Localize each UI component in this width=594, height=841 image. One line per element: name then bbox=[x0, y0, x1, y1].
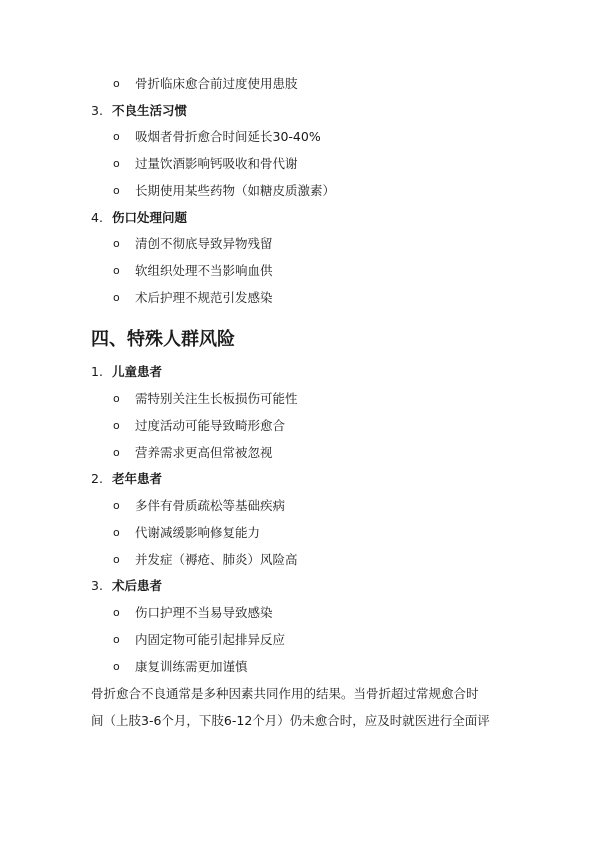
numbered-heading-title: 不良生活习惯 bbox=[112, 103, 188, 118]
list-item-text: 内固定物可能引起排异反应 bbox=[135, 632, 286, 647]
bullet-icon: o bbox=[113, 130, 120, 143]
bullet-icon: o bbox=[113, 264, 120, 277]
section-heading: 四、特殊人群风险 bbox=[91, 329, 235, 350]
bullet-icon: o bbox=[113, 184, 120, 197]
bullet-icon: o bbox=[113, 419, 120, 432]
bullet-icon: o bbox=[113, 291, 120, 304]
list-item-text: 伤口护理不当易导致感染 bbox=[135, 605, 273, 620]
numbered-heading-title: 术后患者 bbox=[112, 578, 163, 593]
bullet-icon: o bbox=[113, 553, 120, 566]
bullet-icon: o bbox=[113, 660, 120, 673]
list-item-text: 需特别关注生长板损伤可能性 bbox=[135, 391, 298, 406]
list-item-text: 多伴有骨质疏松等基础疾病 bbox=[135, 498, 286, 513]
bullet-icon: o bbox=[113, 237, 120, 250]
bullet-icon: o bbox=[113, 606, 120, 619]
list-item-text: 过量饮酒影响钙吸收和骨代谢 bbox=[135, 156, 298, 171]
paragraph-line: 间（上肢3-6个月，下肢6-12个月）仍未愈合时，应及时就医进行全面评 bbox=[91, 713, 490, 728]
bullet-icon: o bbox=[113, 526, 120, 539]
paragraph-line: 骨折愈合不良通常是多种因素共同作用的结果。当骨折超过常规愈合时 bbox=[91, 686, 479, 701]
bullet-icon: o bbox=[113, 633, 120, 646]
list-item-text: 术后护理不规范引发感染 bbox=[135, 290, 273, 305]
list-number: 2. bbox=[91, 471, 103, 486]
list-number: 3. bbox=[91, 578, 103, 593]
list-item-text: 过度活动可能导致畸形愈合 bbox=[135, 418, 286, 433]
list-item-text: 代谢减缓影响修复能力 bbox=[135, 525, 261, 540]
list-item-text: 吸烟者骨折愈合时间延长30-40% bbox=[135, 129, 321, 144]
list-number: 3. bbox=[91, 103, 103, 118]
numbered-heading-title: 伤口处理问题 bbox=[112, 210, 188, 225]
list-item-text: 清创不彻底导致异物残留 bbox=[135, 236, 273, 251]
list-item-text: 骨折临床愈合前过度使用患肢 bbox=[135, 76, 298, 91]
bullet-icon: o bbox=[113, 446, 120, 459]
list-item-text: 软组织处理不当影响血供 bbox=[135, 263, 273, 278]
bullet-icon: o bbox=[113, 392, 120, 405]
numbered-heading-title: 儿童患者 bbox=[112, 364, 163, 379]
bullet-icon: o bbox=[113, 77, 120, 90]
list-item-text: 营养需求更高但常被忽视 bbox=[135, 445, 273, 460]
list-item-text: 康复训练需更加谨慎 bbox=[135, 659, 248, 674]
bullet-icon: o bbox=[113, 157, 120, 170]
list-item-text: 长期使用某些药物（如糖皮质激素） bbox=[135, 183, 336, 198]
list-number: 1. bbox=[91, 364, 103, 379]
list-item-text: 并发症（褥疮、肺炎）风险高 bbox=[135, 552, 298, 567]
list-number: 4. bbox=[91, 210, 103, 225]
numbered-heading-title: 老年患者 bbox=[112, 471, 163, 486]
bullet-icon: o bbox=[113, 499, 120, 512]
